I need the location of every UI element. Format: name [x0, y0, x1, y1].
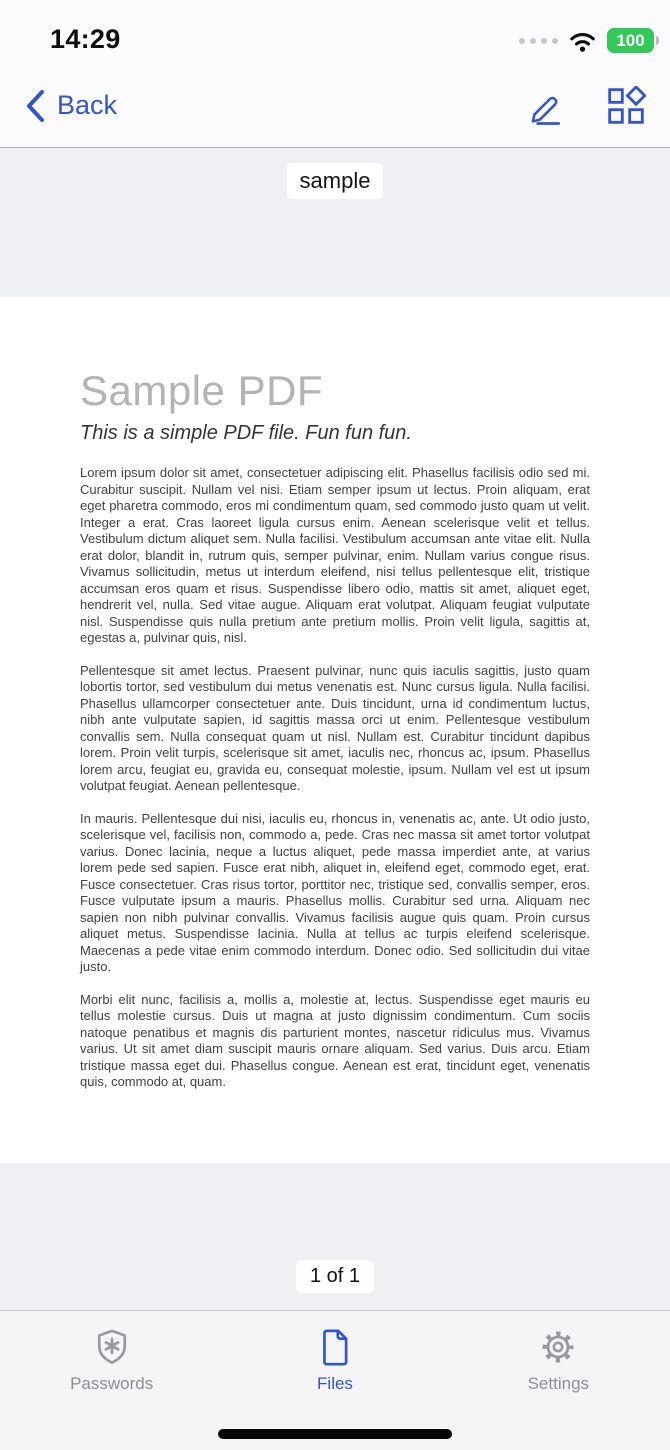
- file-icon: [315, 1327, 355, 1367]
- page-indicator-row: [0, 1260, 670, 1293]
- pdf-paragraph: Pellentesque sit amet lectus. Praesent pulvinar, nunc quis iaculis sagittis, justo quam lobortis tortor, sed vestibulum dui metus venenatis est. Nunc cursus ligula. Nulla facilisi. Phasellus ullamcorper consectetuer ante. Duis tincidunt, urna id condimentum luctus, nibh ante vulputate sapien, id sagittis massa orci ut enim. Pellentesque vestibulum convallis sem. Nulla consequat quam ut nisl. Nullam est. Curabitur tincidunt dapibus lorem. Proin velit turpis, scelerisque sit amet, iaculis nec, rhoncus ac, ipsum. Phasellus lorem arcu, feugiat eu, gravida eu, consequat molestie, ipsum. Nullam vel est ut ipsum volutpat feugiat. Aenean pellentesque.: [80, 662, 590, 794]
- top-chrome: [0, 0, 670, 148]
- tab-passwords-label: Passwords: [70, 1374, 154, 1393]
- home-indicator[interactable]: [218, 1429, 452, 1439]
- pencil-icon: [524, 86, 564, 126]
- back-button-label: Back: [57, 90, 118, 120]
- annotate-button[interactable]: [524, 86, 564, 126]
- status-bar: [0, 0, 670, 64]
- tab-settings[interactable]: [447, 1311, 670, 1450]
- wifi-icon: [567, 29, 598, 53]
- chevron-left-icon: [24, 88, 46, 124]
- document-title-row: [0, 163, 670, 199]
- cellular-signal-icon: [519, 38, 558, 44]
- nav-actions: [524, 86, 646, 126]
- pdf-body: [80, 465, 590, 1091]
- battery-nub: [656, 36, 660, 45]
- pdf-heading: Sample PDF: [80, 367, 324, 414]
- pdf-subheading: This is a simple PDF file. Fun fun fun.: [80, 422, 412, 445]
- tab-files-label: Files: [317, 1374, 353, 1393]
- status-icons: [519, 28, 654, 53]
- page-indicator: 1 of 1: [296, 1260, 374, 1293]
- back-button[interactable]: [24, 88, 117, 124]
- tab-passwords[interactable]: [0, 1311, 223, 1450]
- document-title: sample: [287, 163, 384, 199]
- pdf-page[interactable]: [0, 297, 670, 1163]
- grid-thumbnails-icon: [606, 86, 646, 126]
- pdf-paragraph: In mauris. Pellentesque dui nisi, iaculis eu, rhoncus in, venenatis ac, ante. Ut odio justo, scelerisque vel, facilisis non, commodo a, pede. Cras nec massa sit amet tortor volutpat varius. Donec lacinia, neque a luctus aliquet, pede massa imperdiet ante, at varius lorem pede sed sapien. Fusce erat nibh, aliquet in, eleifend eget, commodo eget, erat. Fusce consectetuer. Cras risus tortor, porttitor nec, tristique sed, convallis semper, eros. Fusce vulputate ipsum a mauris. Phasellus mollis. Curabitur sed urna. Aliquam nec sapien non nibh pulvinar convallis. Vivamus facilisis augue quis quam. Proin cursus aliquet metus. Suspendisse lacinia. Nulla at tellus ac turpis eleifend scelerisque. Maecenas a pede vitae enim commodo interdum. Donec odio. Sed sollicitudin dui vitae justo.: [80, 810, 590, 975]
- gear-icon: [538, 1327, 578, 1367]
- tab-settings-label: Settings: [527, 1374, 590, 1393]
- pdf-paragraph: Morbi elit nunc, facilisis a, mollis a, molestie at, lectus. Suspendisse eget mauris eu tellus molestie cursus. Duis ut magna at justo dignissim condimentum. Cum sociis natoque penatibus et magnis dis parturient montes, nascetur ridiculus mus. Vivamus varius. Ut sit amet diam suscipit mauris ornare aliquam. Sed varius. Duis arcu. Etiam tristique massa eget dui. Phasellus congue. Aenean est erat, tincidunt eget, venenatis quis, commodo at, quam.: [80, 991, 590, 1090]
- status-time: 14:29: [50, 24, 121, 54]
- pdf-paragraph: Lorem ipsum dolor sit amet, consectetuer adipiscing elit. Phasellus facilisis odio sed mi. Curabitur suscipit. Nullam vel nisi. Etiam semper ipsum ut lectus. Proin aliquam, erat eget pharetra commodo, eros mi condimentum quam, sed commodo justo quam ut velit. Integer a erat. Cras laoreet ligula cursus enim. Aenean scelerisque velit et tellus. Vestibulum dictum aliquet sem. Nulla facilisi. Vestibulum accumsan ante vitae elit. Nulla erat dolor, blandit in, rutrum quis, semper pulvinar, enim. Nullam varius congue risus. Vivamus sollicitudin, metus ut interdum eleifend, nisi tellus pellentesque elit, tristique accumsan eros quam et risus. Suspendisse libero odio, mattis sit amet, aliquet eget, hendrerit vel, nulla. Sed vitae augue. Aliquam erat volutpat. Aliquam feugiat vulputate nisl. Suspendisse quis nulla pretium ante pretium mollis. Proin velit ligula, sagittis at, egestas a, pulvinar quis, nisl.: [80, 465, 590, 646]
- thumbnails-button[interactable]: [606, 86, 646, 126]
- battery-level: 100: [616, 30, 645, 50]
- battery-icon: [607, 28, 654, 53]
- shield-asterisk-icon: [92, 1327, 132, 1367]
- navigation-bar: [0, 64, 670, 147]
